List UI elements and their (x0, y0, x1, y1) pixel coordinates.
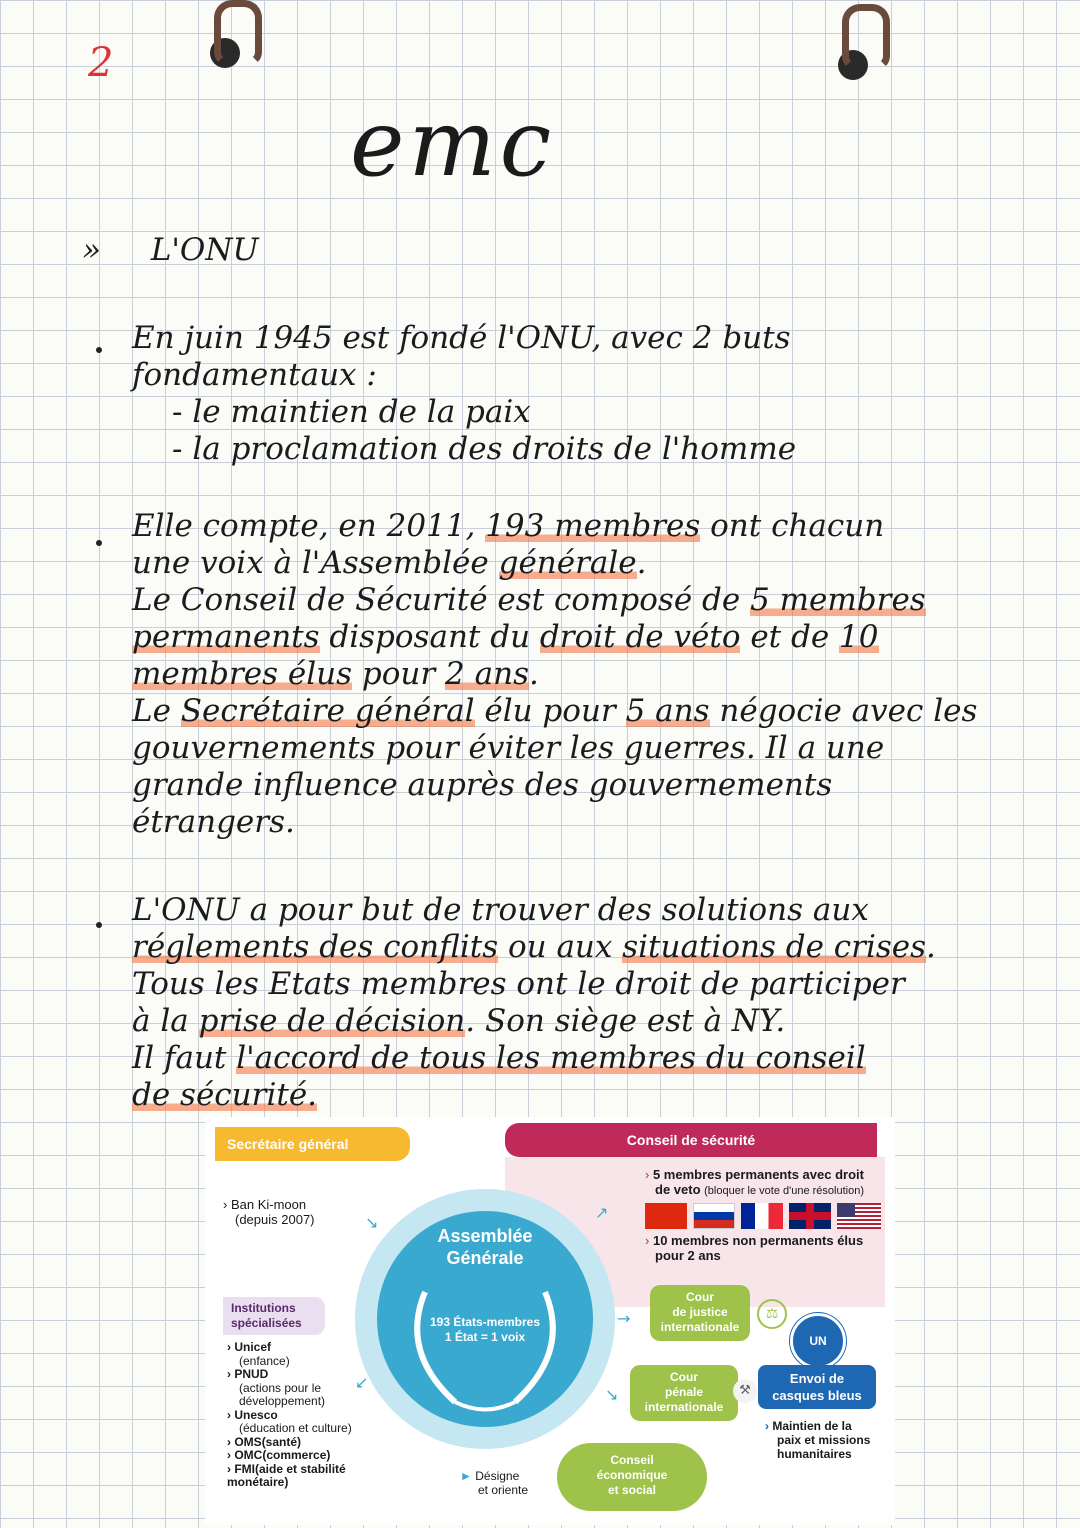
casques-bleus-box: Envoi de casques bleus (758, 1365, 876, 1409)
list-item: › PNUD (227, 1367, 269, 1381)
section-title: L'ONU (150, 232, 259, 268)
text-line: membres élus pour 2 ans. (132, 656, 539, 692)
page-title: emc (350, 90, 556, 197)
bullet (96, 922, 102, 928)
conseil-nonpermanent-text: › 10 membres non permanents élus pour 2 ans (645, 1233, 864, 1263)
text-line: étrangers. (132, 804, 295, 840)
text-line: Elle compte, en 2011, 193 membres ont chacun (132, 508, 885, 544)
assemblee-title: Assemblée Générale (437, 1226, 533, 1268)
text-line: une voix à l'Assemblée générale. (132, 545, 647, 581)
uk-flag-icon (789, 1203, 831, 1229)
text-line: réglements des conflits ou aux situations de crises. (132, 929, 936, 965)
binder-ring (214, 0, 262, 66)
arrow-icon: ↘ (365, 1213, 379, 1232)
casques-description: › Maintien de la paix et missions humanitaires (765, 1419, 871, 1461)
text-line: Le Secrétaire général élu pour 5 ans négocie avec les (132, 693, 978, 729)
list-item: › OMS(santé) (227, 1434, 302, 1449)
bullet (96, 347, 102, 353)
bullet (96, 540, 102, 546)
arrow-icon: → (617, 1309, 631, 1328)
conseil-permanent-text: › 5 membres permanents avec droit de veto (bloquer le vote d'une résolution) (645, 1167, 864, 1197)
china-flag-icon (645, 1203, 687, 1229)
text-line: à la prise de décision. Son siège est à NY. (132, 1003, 786, 1039)
section-marker: » (82, 232, 101, 268)
france-flag-icon (741, 1203, 783, 1229)
conseil-label: Conseil de sécurité (505, 1123, 877, 1157)
text-line: L'ONU a pour but de trouver des solutions aux (132, 892, 869, 928)
ecosoc-box: Conseil économique et social (557, 1443, 707, 1511)
institutions-label: Institutions spécialisées (223, 1297, 325, 1335)
text-line: Il faut l'accord de tous les membres du conseil (132, 1040, 866, 1076)
text-line: fondamentaux : (132, 357, 377, 393)
text-line: permanents disposant du droit de véto et de 10 (132, 619, 879, 655)
russia-flag-icon (693, 1203, 735, 1229)
text-line: Le Conseil de Sécurité est composé de 5 membres (132, 582, 926, 618)
text-line: gouvernements pour éviter les guerres. Il a une (132, 730, 885, 766)
secretaire-info: › Ban Ki-moon (depuis 2007) (223, 1197, 315, 1227)
usa-flag-icon (837, 1203, 881, 1229)
cij-box: Cour de justice internationale (650, 1285, 750, 1341)
page-number: 2 (88, 40, 114, 86)
list-item: › OMC(commerce) (227, 1448, 331, 1462)
secretaire-label: Secrétaire général (215, 1127, 410, 1161)
text-line: grande influence auprès des gouvernements (132, 767, 833, 803)
text-line: En juin 1945 est fondé l'ONU, avec 2 buts (132, 320, 791, 356)
list-item: - le maintien de la paix (172, 394, 531, 430)
list-item: › FMI(aide et stabilité monétaire) (227, 1461, 346, 1489)
arrow-icon: ↘ (605, 1385, 619, 1404)
institutions-list: › Unicef (enfance) › PNUD (actions pour le développement) › Unesco (éducation et culture) › OMS(santé) › OMC(commerce) › FMI(aide et stabilité monétaire) (227, 1341, 387, 1490)
cpi-box: Cour pénale internationale (630, 1365, 738, 1421)
legend: ► Désigne et oriente (460, 1469, 529, 1497)
list-item: - la proclamation des droits de l'homme (172, 431, 797, 467)
paragraph-3 (132, 892, 936, 1114)
paragraph-2 (132, 508, 977, 841)
binder-ring (842, 4, 890, 70)
text-line: Tous les Etats membres ont le droit de participer (132, 966, 905, 1002)
section-header (82, 232, 259, 269)
paragraph-1 (132, 320, 796, 468)
arrow-icon: ↗ (595, 1203, 609, 1222)
scales-icon: ⚖ (757, 1299, 787, 1329)
arrow-icon: ↙ (355, 1373, 369, 1392)
un-organization-diagram (205, 1117, 895, 1525)
gavel-icon: ⚒ (733, 1379, 757, 1403)
laurel-icon (395, 1272, 575, 1422)
list-item: › Unicef (227, 1340, 272, 1354)
un-helmet-icon: UN (790, 1313, 846, 1369)
text-line: de sécurité. (132, 1077, 318, 1113)
list-item: › Unesco (227, 1407, 278, 1422)
assemblee-subtitle: 193 États-membres 1 État = 1 voix (429, 1315, 541, 1344)
